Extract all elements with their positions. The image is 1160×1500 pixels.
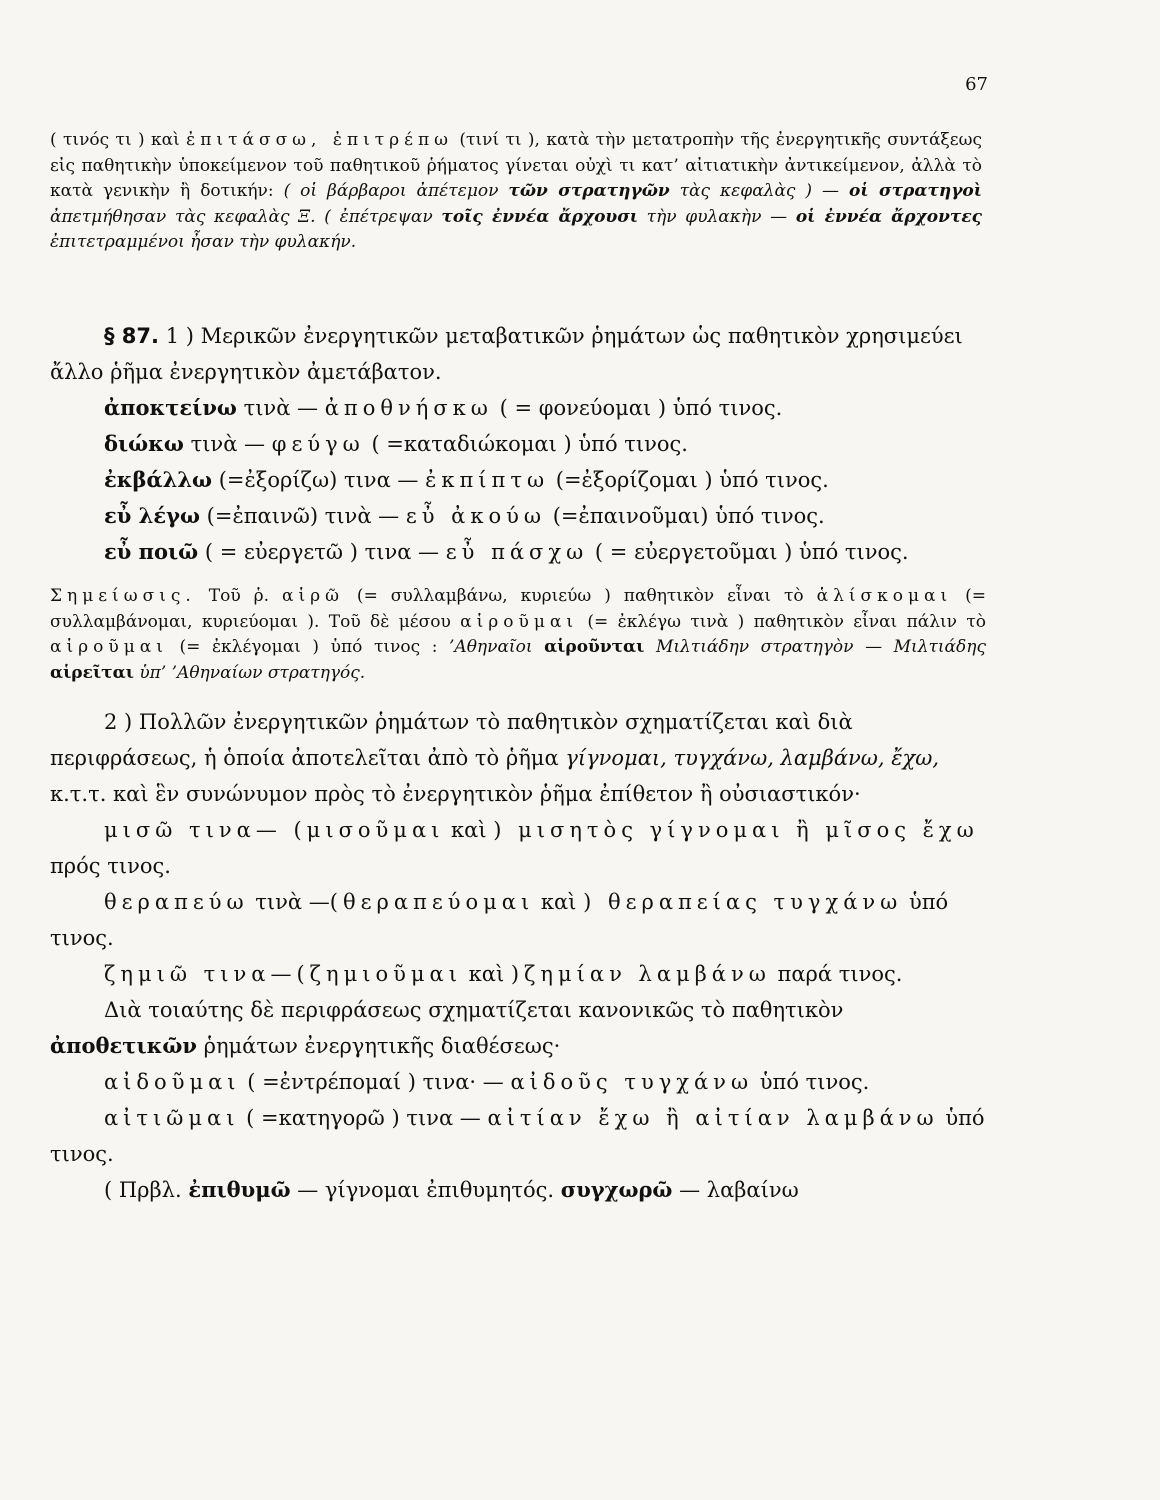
section-text: 1 ) Μερικῶν ἐνεργητικῶν μεταβατικῶν ῥημάτων ὡς παθητικὸν χρησιμεύει ἄλλο ῥῆμα ἐνεργητικὸν ἀμετάβατον. (50, 324, 963, 384)
intro-run: ( τινός τι ) καὶ (50, 130, 187, 150)
paragraph-3: Διὰ τοιαύτης δὲ περιφράσεως σχηματίζεται κανονικῶς τὸ παθητικὸν ἀποθετικῶν ῥημάτων ἐνεργητικῆς διαθέσεως· (50, 998, 844, 1058)
periphrasis-example: ζημιῶ τινα—(ζημιοῦμαι καὶ )ζημίαν λαμβάνω παρά τινος. (104, 962, 903, 986)
example-1: ( οἱ βάρβαροι ἀπέτεμον τῶν στρατηγῶν τὰς κεφαλὰς ) — οἱ στρατηγοὶ ἀπετμήθησαν τὰς κεφαλὰς Ξ. (50, 181, 982, 227)
intro-paragraph (50, 128, 982, 256)
deponent-example: αἰδοῦμαι ( =ἐντρέπομαί ) τινα· — αἰδοῦς τυγχάνω ὑπό τινος. (104, 1070, 870, 1094)
periphrasis-example: μισῶ τινα— (μισοῦμαι καὶ ) μισητὸς γίγνομαι ἢ μῖσος ἔχω πρός τινος. (50, 818, 979, 878)
main-content (50, 318, 986, 1208)
deponent-example: αἰτιῶμαι ( =κατηγορῶ ) τινα — αἰτίαν ἔχω ἢ αἰτίαν λαμβάνω ὑπό τινος. (50, 1106, 985, 1166)
pair-row: εὖ λέγω (=ἐπαινῶ) τινὰ — εὖ ἀκούω (=ἐπαινοῦμαι) ὑπό τινος. (104, 503, 825, 528)
periphrasis-example: θεραπεύω τινὰ —(θεραπεύομαι καὶ ) θεραπείας τυγχάνω ὑπό τινος. (50, 890, 949, 950)
intro-text (50, 128, 982, 256)
pair-row: ἐκβάλλω (=ἐξορίζω) τινα — ἐκπίπτω (=ἐξορίζομαι ) ὑπό τινος. (104, 467, 829, 492)
page-number: 67 (965, 74, 988, 95)
note-label: Σημείωσις. (50, 586, 196, 606)
pair-row: ἀποκτείνω τινὰ — ἀποθνήσκω ( = φονεύομαι ) ὑπό τινος. (104, 395, 783, 420)
note-paragraph: Σημείωσις. Τοῦ ῥ. αἱρῶ (= συλλαμβάνω, κυριεύω ) παθητικὸν εἶναι τὸ ἁλίσκομαι (= συλλαμβάνομαι, κυριεύομαι ). Τοῦ δὲ μέσου αἱροῦμαι (= ἐκλέγω τινὰ ) παθητικὸν εἶναι πάλιν τὸ αἱροῦμαι (= ἐκλέγομαι ) ὑπό τινος : ’Αθηναῖοι αἱροῦνται Μιλτιάδην στρατηγὸν — Μιλτιάδης αἱρεῖται ὑπ’ ’Αθηναίων στρατηγός. (50, 586, 987, 683)
example-2: ( ἐπέτρεψαν τοῖς ἐννέα ἄρχουσι τὴν φυλακὴν — οἱ ἐννέα ἄρχοντες ἐπιτετραμμένοι ἦσαν τὴν φυλακήν. (50, 206, 983, 252)
section-87-heading (50, 318, 986, 390)
pair-row: διώκω τινὰ — φεύγω ( =καταδιώκομαι ) ὑπό τινος. (104, 431, 688, 456)
section-mark: § 87. (104, 324, 160, 348)
intro-run: (τινί τι ), κατὰ τὴν μετατροπὴν τῆς ἐνεργητικῆς συντάξεως εἰς παθητικὴν ὑποκείμενον τοῦ παθητικοῦ ῥήματος γίνεται οὐχὶ τι κατ’ αἰτιατικὴν ἀντικείμενον, ἀλλὰ τὸ κατὰ γενικὴν ἢ δοτικήν: (50, 130, 982, 201)
paragraph-2: 2 ) Πολλῶν ἐνεργητικῶν ῥημάτων τὸ παθητικὸν σχηματίζεται καὶ διὰ περιφράσεως, ἡ ὁποία ἀποτελεῖται ἀπὸ τὸ ῥῆμα γίγνομαι, τυγχάνω, λαμβάνω, ἔχω, κ.τ.τ. καὶ ἓν συνώνυμον πρὸς τὸ ἐνεργητικὸν ῥῆμα ἐπίθετον ἢ οὐσιαστικόν· (50, 710, 940, 806)
pair-row: εὖ ποιῶ ( = εὐεργετῶ ) τινα — εὖ πάσχω ( = εὐεργετοῦμαι ) ὑπό τινος. (104, 539, 909, 564)
last-line: ( Πρβλ. ἐπιθυμῶ — γίγνομαι ἐπιθυμητός. συγχωρῶ — λαβαίνω (104, 1177, 799, 1202)
intro-spaced-verbs: ἐπιτάσσω, ἐπιτρέπω (186, 130, 454, 150)
